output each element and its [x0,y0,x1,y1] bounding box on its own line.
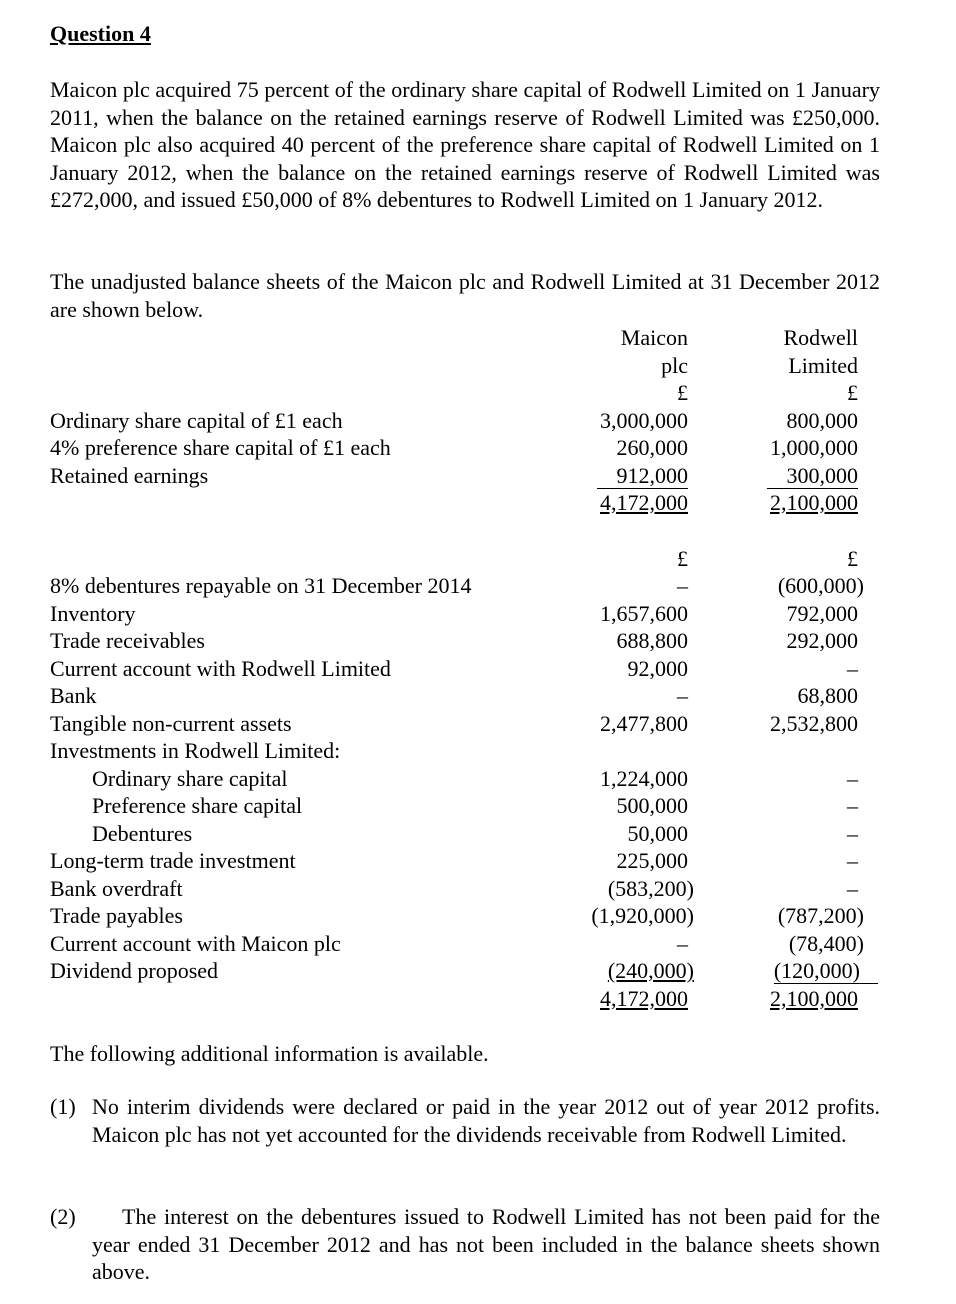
row-label: Long-term trade investment [50,848,296,873]
table-row [50,434,880,462]
table-row [50,682,880,710]
maicon-value: 260,000 [616,435,688,460]
maicon-total: 4,172,000 [600,986,688,1011]
rodwell-value: 292,000 [786,628,858,653]
row-label: Debentures [92,821,193,846]
table-row [50,792,880,820]
table-row [50,407,880,435]
item-text: The interest on the debentures issued to Rodwell Limited has not been paid for the year ended 31 December 2012 and has not been included in the balance sheets shown above. [92,1204,880,1284]
row-label: 8% debentures repayable on 31 December 2014 [50,573,472,598]
table-row [50,600,880,628]
rodwell-value: – [847,766,858,791]
header-row-2 [50,352,880,380]
row-label: 4% preference share capital of £1 each [50,435,391,460]
row-label: Bank [50,683,97,708]
rodwell-value: 792,000 [786,601,858,626]
maicon-value: 2,477,800 [600,711,688,736]
rodwell-total: 2,100,000 [770,986,858,1011]
balance-sheet-intro: The unadjusted balance sheets of the Maicon plc and Rodwell Limited at 31 December 2012 are shown below. [50,269,880,322]
item-number: (2) [50,1204,76,1229]
table-row [50,710,880,738]
rodwell-value: – [847,656,858,681]
table-row [50,902,880,930]
maicon-value: 225,000 [616,848,688,873]
row-label: Dividend proposed [50,958,219,983]
rodwell-value: – [847,848,858,873]
row-label: Current account with Rodwell Limited [50,656,391,681]
maicon-value: (240,000) [607,958,694,983]
row-label: Tangible non-current assets [50,711,292,736]
row-label: Ordinary share capital [92,766,288,791]
maicon-value: (1,920,000) [591,903,694,928]
maicon-header: Maicon [620,325,688,350]
table-row [50,572,880,600]
table-row [50,627,880,655]
rodwell-value: – [847,821,858,846]
maicon-value: – [677,931,688,956]
row-label: Trade payables [50,903,183,928]
equity-total-row [50,489,880,517]
rodwell-header: Rodwell [783,325,858,350]
info-item-1 [50,1093,880,1148]
maicon-value: 1,224,000 [600,766,688,791]
row-label: Investments in Rodwell Limited: [50,738,341,763]
row-label: Current account with Maicon plc [50,931,341,956]
rodwell-value: (787,200) [777,903,864,928]
maicon-value: 50,000 [627,821,688,846]
rodwell-value: 800,000 [786,408,858,433]
info-item-2 [50,1203,880,1286]
table-row [50,655,880,683]
maicon-currency: £ [677,546,688,571]
item-text: No interim dividends were declared or paid in the year 2012 out of year 2012 profits. Maicon plc has not yet accounted for the dividends receivable from Rodwell Limited. [92,1094,880,1147]
table-row [50,957,880,985]
maicon-value: 912,000 [597,462,689,490]
row-label: Inventory [50,601,136,626]
net-assets-currency-row [50,545,880,573]
rodwell-header-sub: Limited [788,353,858,378]
rodwell-currency: £ [847,546,858,571]
item-number: (1) [50,1094,76,1119]
table-row [50,462,880,490]
maicon-value: 688,800 [616,628,688,653]
row-label: Preference share capital [92,793,303,818]
row-label: Trade receivables [50,628,205,653]
maicon-value: 3,000,000 [600,408,688,433]
maicon-total: 4,172,000 [600,490,688,515]
header-row-currency [50,379,880,407]
rodwell-value: – [847,793,858,818]
net-assets-total-row [50,985,880,1013]
intro-paragraph: Maicon plc acquired 75 percent of the ordinary share capital of Rodwell Limited on 1 January 2011, when the balance on the retained earnings reserve of Rodwell Limited was £250,000. Maicon plc also acquired 40 percent of the preference share capital of Rodwell Limited on 1 January 2012, when the balance on the retained earnings reserve of Rodwell Limited was £272,000, and issued £50,000 of 8% debentures to Rodwell Limited on 1 January 2012. [50,77,880,212]
rodwell-value: 68,800 [797,683,858,708]
table-row [50,820,880,848]
table-row [50,875,880,903]
rodwell-value: 300,000 [767,462,859,490]
table-row [50,737,880,765]
additional-info-heading: The following additional information is available. [50,1041,489,1066]
maicon-value: 92,000 [627,656,688,681]
rodwell-value: (120,000) [774,957,878,985]
maicon-header-sub: plc [661,353,688,378]
maicon-value: (583,200) [607,876,694,901]
rodwell-value: 1,000,000 [770,435,858,460]
row-label: Bank overdraft [50,876,183,901]
header-row-1 [50,324,880,352]
maicon-value: – [677,573,688,598]
rodwell-currency: £ [847,380,858,405]
question-title: Question 4 [50,21,151,46]
row-label: Retained earnings [50,463,209,488]
rodwell-total: 2,100,000 [770,490,858,515]
table-row [50,765,880,793]
rodwell-value: (600,000) [777,573,864,598]
maicon-value: 1,657,600 [600,601,688,626]
maicon-currency: £ [677,380,688,405]
table-row [50,847,880,875]
rodwell-value: 2,532,800 [770,711,858,736]
table-row [50,930,880,958]
row-label: Ordinary share capital of £1 each [50,408,343,433]
rodwell-value: (78,400) [788,931,864,956]
maicon-value: 500,000 [616,793,688,818]
rodwell-value: – [847,876,858,901]
maicon-value: – [677,683,688,708]
